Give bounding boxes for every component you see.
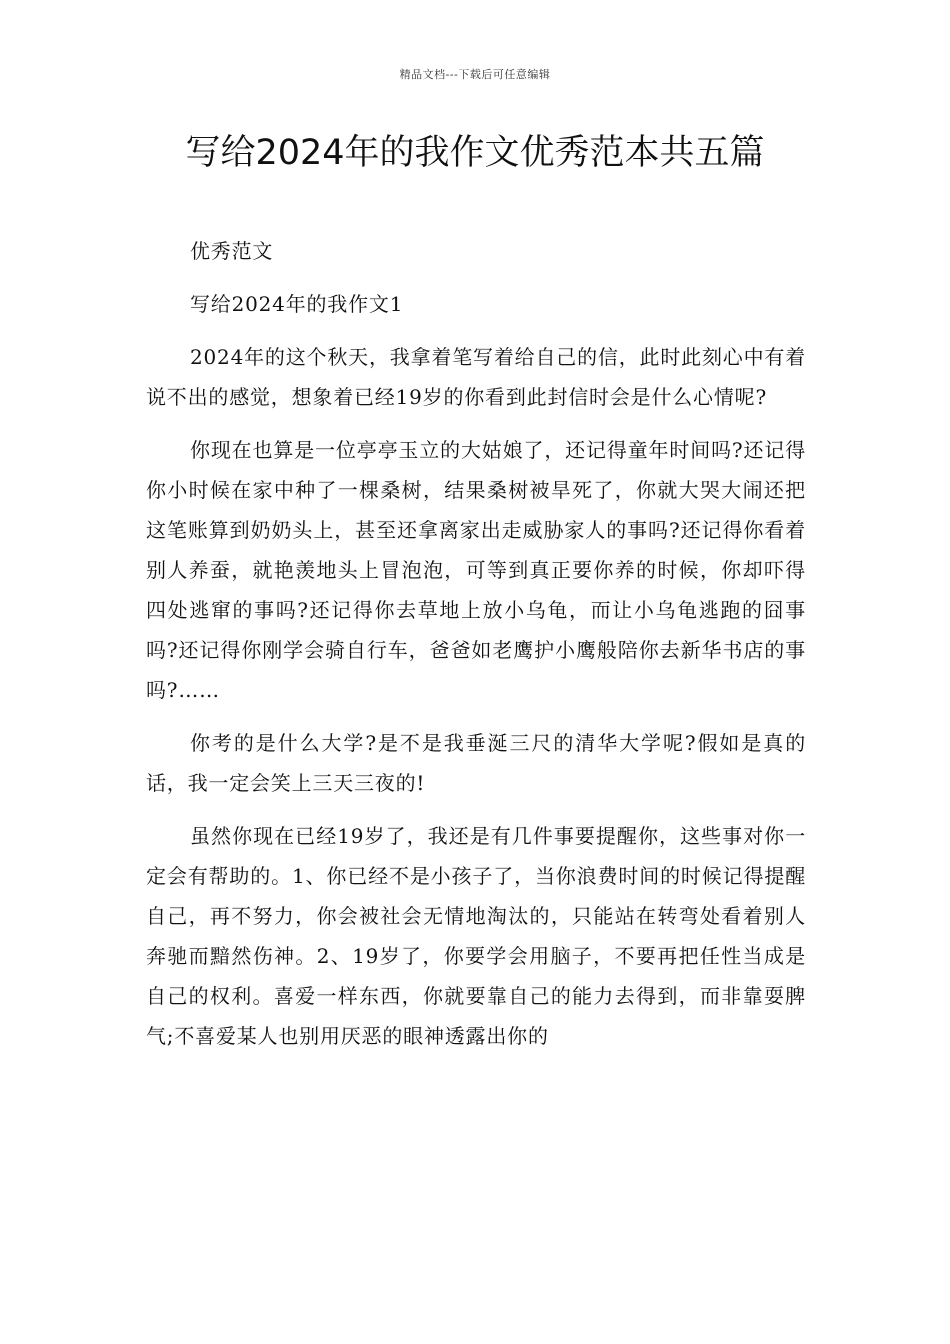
paragraph-body: 你现在也算是一位亭亭玉立的大姑娘了，还记得童年时间吗?还记得你小时候在家中种了一棵桑树，结果桑树被旱死了，你就大哭大闹还把这笔账算到奶奶头上，甚至还拿离家出走威胁家人的事吗?还记得你看着别人养蚕，就艳羡地头上冒泡泡，可等到真正要你养的时候，你却吓得四处逃窜的事吗?还记得你去草地上放小乌龟，而让小乌龟逃跑的囧事吗?还记得你刚学会骑自行车，爸爸如老鹰护小鹰般陪你去新华书店的事吗?……: [146, 438, 806, 702]
paragraph-body: 你考的是什么大学?是不是我垂涎三尺的清华大学呢?假如是真的话，我一定会笑上三天三夜的!: [146, 731, 806, 795]
document-title: 写给2024年的我作文优秀范本共五篇: [185, 133, 765, 173]
paragraph-essay-heading: 写给2024年的我作文1: [190, 292, 404, 316]
paragraph-body: 2024年的这个秋天，我拿着笔写着给自己的信，此时此刻心中有着说不出的感觉，想象着已经19岁的你看到此封信时会是什么心情呢?: [146, 345, 806, 409]
page-header-watermark: 精品文档---下载后可任意编辑: [399, 68, 551, 81]
document-body: [146, 231, 806, 1069]
paragraph-body: 虽然你现在已经19岁了，我还是有几件事要提醒你，这些事对你一定会有帮助的。1、你已经不是小孩子了，当你浪费时间的时候记得提醒自己，再不努力，你会被社会无情地淘汰的，只能站在转弯处看着别人奔驰而黯然伤神。2、19岁了，你要学会用脑子，不要再把任性当成是自己的权利。喜爱一样东西，你就要靠自己的能力去得到，而非靠耍脾气;不喜爱某人也别用厌恶的眼神透露出你的: [146, 824, 806, 1048]
paragraph-category-label: 优秀范文: [190, 239, 274, 263]
